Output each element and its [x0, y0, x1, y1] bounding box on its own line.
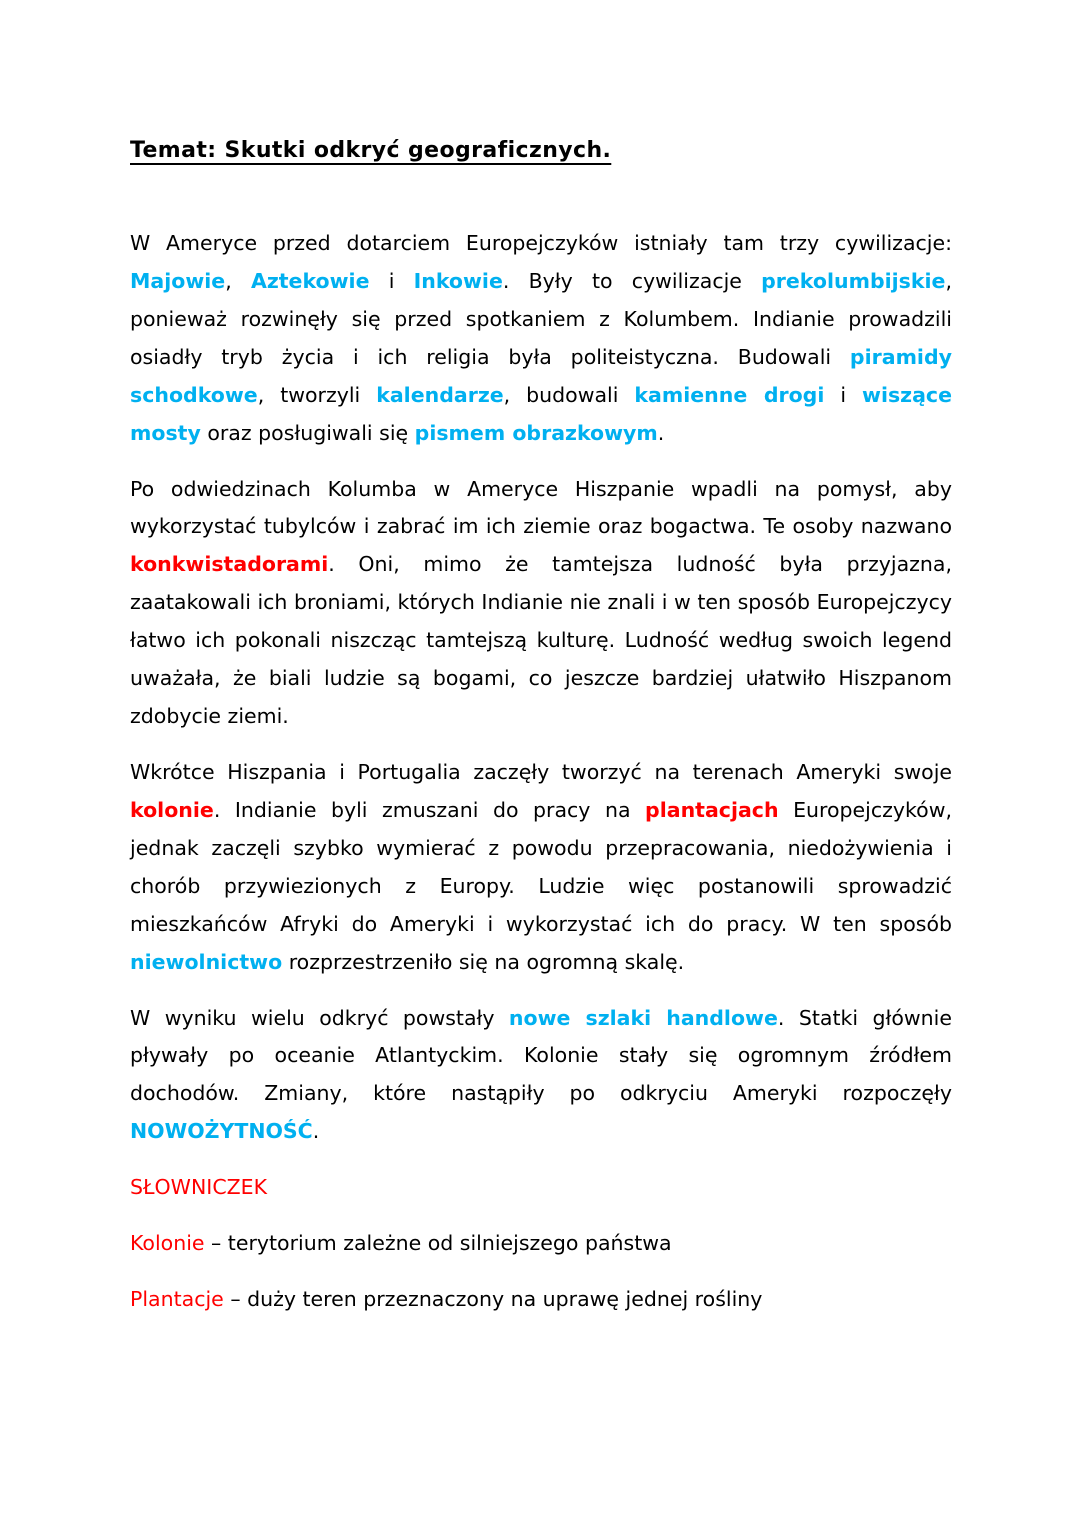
highlighted-term: prekolumbijskie — [761, 268, 946, 293]
text-run: , budowali — [503, 382, 635, 407]
text-run: . — [657, 420, 665, 445]
text-run: . — [312, 1119, 320, 1144]
text-run: – terytorium zależne od silniejszego państwa — [204, 1231, 672, 1256]
text-run: , ponieważ rozwinęły się przed spotkaniem z Kolumbem. Indianie prowadzili osiadły tryb życia i ich religia była politeistyczna. Budowali — [130, 268, 952, 369]
highlighted-term: pismem obrazkowym — [414, 420, 658, 445]
glossary-entry-kolonie — [130, 1225, 952, 1263]
text-run: , tworzyli — [257, 382, 377, 407]
text-run: Europejczyków, jednak zaczęli szybko wymierać z powodu przepracowania, niedożywienia i chorób przywiezionych z Europy. Ludzie więc postanowili sprowadzić mieszkańców Afryki do Ameryki i wykorzystać ich do pracy. W ten sposób — [130, 797, 952, 936]
highlighted-term: kolonie — [130, 797, 214, 822]
text-run: . Indianie byli zmuszani do pracy na — [213, 797, 646, 822]
text-run: Po odwiedzinach Kolumba w Ameryce Hiszpanie wpadli na pomysł, aby wykorzystać tubylców i zabrać im ich ziemie oraz bogactwa. Te osoby nazwano — [130, 476, 952, 539]
highlighted-term: NOWOŻYTNOŚĆ — [130, 1119, 313, 1144]
highlighted-term: Kolonie — [130, 1231, 205, 1256]
highlighted-term: konkwistadorami — [130, 552, 329, 577]
highlighted-term: SŁOWNICZEK — [130, 1175, 268, 1200]
paragraph-precolumbian-civilizations — [130, 225, 952, 453]
highlighted-term: nowe szlaki handlowe — [508, 1005, 778, 1030]
text-run: oraz posługiwali się — [200, 420, 415, 445]
text-run: W wyniku wielu odkryć powstały — [130, 1005, 509, 1030]
text-run: rozprzestrzeniło się na ogromną skalę. — [282, 949, 685, 974]
highlighted-term: Plantacje — [130, 1287, 224, 1312]
text-run: W Ameryce przed dotarciem Europejczyków istniały tam trzy cywilizacje: — [130, 231, 952, 255]
text-run: . Były to cywilizacje — [502, 268, 762, 293]
text-run: . Oni, mimo że tamtejsza ludność była przyjazna, zaatakowali ich broniami, których Indianie nie znali i w ten sposób Europejczycy łatwo ich pokonali niszcząc tamtejszą kulturę. Ludność według swoich legend uważała, że biali ludzie są bogami, co jeszcze bardziej ułatwiło Hiszpanom zdobycie ziemi. — [130, 552, 952, 729]
paragraph-conquistadors — [130, 471, 952, 736]
text-run: , — [225, 268, 251, 293]
highlighted-term: Inkowie — [413, 268, 503, 293]
text-run: . Statki głównie pływały po oceanie Atlantyckim. Kolonie stały się ogromnym źródłem dochodów. Zmiany, które nastąpiły po odkryciu Ameryki rozpoczęły — [130, 1005, 952, 1106]
glossary-heading — [130, 1169, 952, 1207]
highlighted-term: Aztekowie — [250, 268, 370, 293]
highlighted-term: plantacjach — [645, 797, 779, 822]
highlighted-term: kalendarze — [376, 382, 504, 407]
highlighted-term: piramidy schodkowe — [130, 344, 952, 407]
text-run: Wkrótce Hiszpania i Portugalia zaczęły tworzyć na terenach Ameryki swoje — [130, 759, 952, 784]
document-title: Temat: Skutki odkryć geograficznych. — [130, 138, 612, 163]
highlighted-term: Majowie — [130, 268, 226, 293]
document-body — [130, 225, 952, 1319]
text-run: i — [369, 268, 414, 293]
paragraph-trade-routes-modern-era — [130, 1000, 952, 1152]
text-run: – duży teren przeznaczony na uprawę jednej rośliny — [223, 1287, 763, 1312]
text-run: i — [824, 382, 862, 407]
glossary-entry-plantacje — [130, 1281, 952, 1319]
highlighted-term: wiszące mosty — [130, 382, 952, 445]
highlighted-term: kamienne drogi — [634, 382, 825, 407]
highlighted-term: niewolnictwo — [130, 949, 283, 974]
paragraph-colonies-and-slavery — [130, 754, 952, 982]
